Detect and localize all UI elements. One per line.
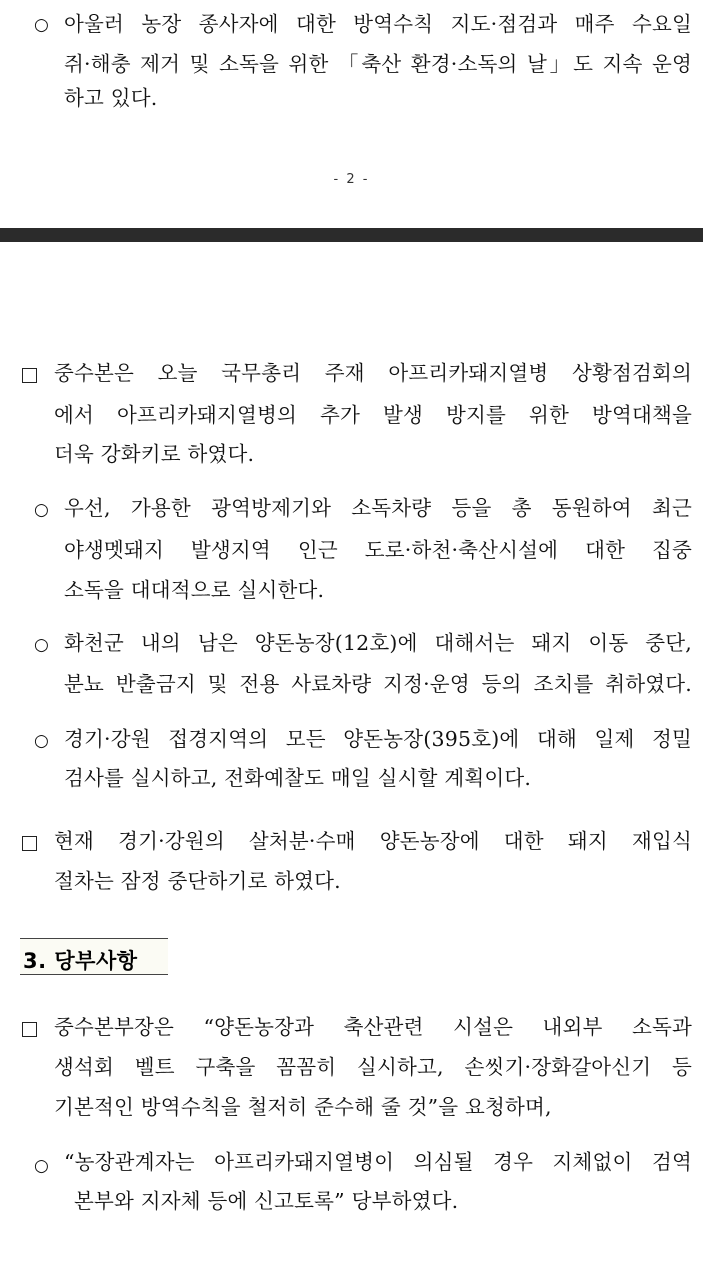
body-text-line: 경기·강원 접경지역의 모든 양돈농장(395호)에 대해 일제 정밀 bbox=[64, 727, 692, 751]
body-text-line: 생석회 벨트 구축을 꼼꼼히 실시하고, 손씻기·장화갈아신기 등 bbox=[54, 1055, 692, 1079]
body-text-line: 아울러 농장 종사자에 대한 방역수칙 지도·점검과 매주 수요일 bbox=[64, 12, 692, 36]
body-text-line: 중수본은 오늘 국무총리 주재 아프리카돼지열병 상황점검회의 bbox=[54, 361, 692, 385]
body-text-line: 하고 있다. bbox=[64, 86, 158, 110]
page-number: - 2 - bbox=[333, 172, 370, 187]
square-bullet-icon bbox=[22, 368, 37, 383]
previous-page-bottom bbox=[0, 0, 703, 228]
circle-bullet-icon: ○ bbox=[34, 15, 49, 35]
body-text-line: 중수본부장은 “양돈농장과 축산관련 시설은 내외부 소독과 bbox=[54, 1015, 692, 1039]
circle-bullet-icon: ○ bbox=[34, 635, 49, 655]
body-text-line: 기본적인 방역수칙을 철저히 준수해 줄 것”을 요청하며, bbox=[54, 1095, 552, 1119]
square-bullet-icon bbox=[22, 1022, 37, 1037]
circle-bullet-icon: ○ bbox=[34, 1156, 49, 1176]
section-heading bbox=[20, 938, 168, 975]
body-text-line: 우선, 가용한 광역방제기와 소독차량 등을 총 동원하여 최근 bbox=[64, 496, 692, 520]
body-text-line: 쥐·해충 제거 및 소독을 위한 「축산 환경·소독의 날」도 지속 운영 bbox=[64, 52, 692, 76]
body-text-line: 에서 아프리카돼지열병의 추가 발생 방지를 위한 방역대책을 bbox=[54, 403, 692, 427]
body-text-line: 화천군 내의 남은 양돈농장(12호)에 대해서는 돼지 이동 중단, bbox=[64, 631, 692, 655]
body-text-line: 소독을 대대적으로 실시한다. bbox=[64, 578, 325, 602]
body-text-line: “농장관계자는 아프리카돼지열병이 의심될 경우 지체없이 검역 bbox=[64, 1150, 692, 1174]
body-text-line: 절차는 잠정 중단하기로 하였다. bbox=[54, 869, 341, 893]
body-text-line: 더욱 강화키로 하였다. bbox=[54, 442, 255, 466]
body-text-line: 검사를 실시하고, 전화예찰도 매일 실시할 계획이다. bbox=[64, 766, 532, 790]
page-break-divider bbox=[0, 228, 703, 242]
body-text-line: 야생멧돼지 발생지역 인근 도로·하천·축산시설에 대한 집중 bbox=[64, 538, 692, 562]
body-text-line: 분뇨 반출금지 및 전용 사료차량 지정·운영 등의 조치를 취하였다. bbox=[64, 672, 692, 696]
section-heading-text: 3. 당부사항 bbox=[23, 949, 138, 973]
square-bullet-icon bbox=[22, 836, 37, 851]
circle-bullet-icon: ○ bbox=[34, 731, 49, 751]
body-text-line: 본부와 지자체 등에 신고토록” 당부하였다. bbox=[74, 1189, 459, 1213]
circle-bullet-icon: ○ bbox=[34, 500, 49, 520]
body-text-line: 현재 경기·강원의 살처분·수매 양돈농장에 대한 돼지 재입식 bbox=[54, 829, 692, 853]
